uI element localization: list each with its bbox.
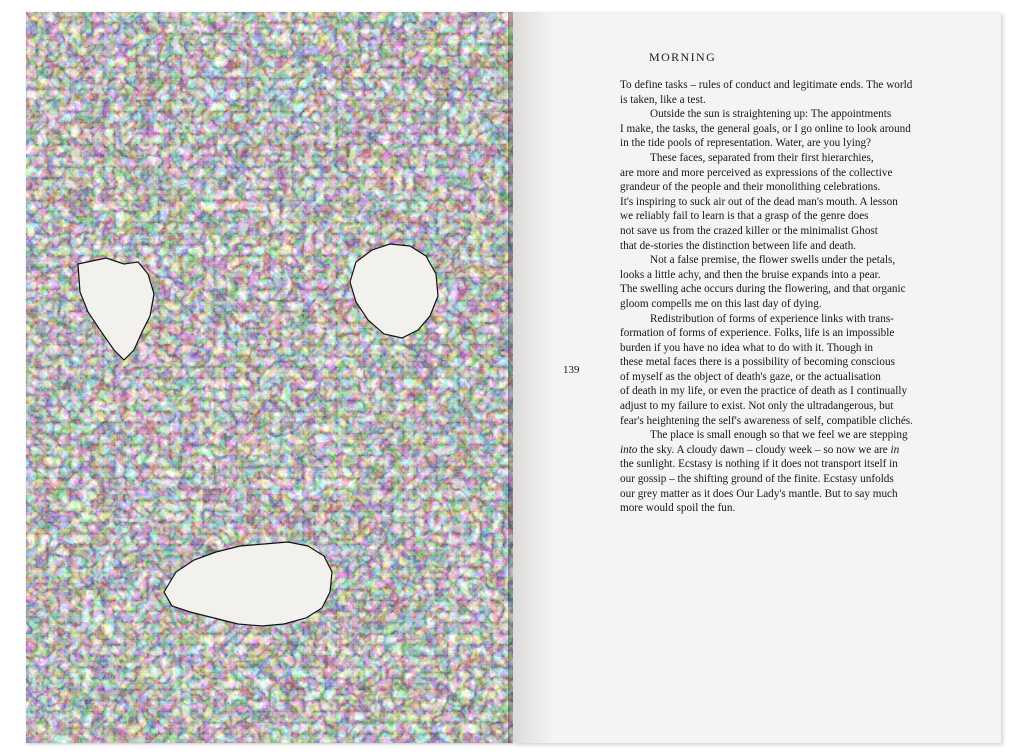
line-text: looks a little achy, and then the bruise expands into a pear.	[620, 268, 881, 281]
line-text: not save us from the crazed killer or the minimalist Ghost	[620, 224, 878, 237]
line-text: we reliably fail to learn is that a grasp of the genre does	[620, 210, 869, 223]
line-text: To define tasks – rules of conduct and legitimate ends. The world	[620, 79, 913, 91]
line-text: It's inspiring to suck air out of the dead man's mouth. A lesson	[620, 195, 898, 208]
line-text: these metal faces there is a possibility of becoming conscious	[620, 356, 895, 369]
line-text: I make, the tasks, the general goals, or I go online to look around	[620, 122, 911, 135]
text-line	[620, 239, 956, 254]
text-line	[620, 487, 956, 502]
text-line	[620, 326, 956, 341]
line-text: These faces, separated from their first hierarchies,	[650, 151, 874, 164]
line-text: fear's heightening the self's awareness of self, compatible clichés.	[620, 414, 913, 427]
text-line	[620, 136, 956, 151]
italic-text: into	[620, 443, 638, 456]
text-line	[620, 195, 956, 210]
text-line	[620, 268, 956, 283]
text-line	[620, 180, 956, 195]
text-line	[620, 370, 956, 385]
running-head: MORNING	[649, 50, 717, 64]
text-line	[620, 355, 956, 370]
text-line	[620, 282, 956, 297]
text-line	[620, 457, 956, 472]
text-line	[620, 341, 956, 356]
text-line	[620, 122, 956, 137]
text-line	[620, 107, 956, 122]
line-text: of death in my life, or even the practice of death as I continually	[620, 385, 908, 398]
text-line	[620, 472, 956, 487]
text-page	[513, 12, 1001, 743]
line-text: The place is small enough so that we feel we are stepping	[650, 429, 908, 442]
line-text: Not a false premise, the flower swells under the petals,	[650, 254, 896, 267]
text-line	[620, 443, 956, 458]
line-text: the sunlight. Ecstasy is nothing if it does not transport itself in	[620, 458, 898, 471]
line-text: Redistribution of forms of experience links with trans-	[650, 312, 894, 325]
text-line	[620, 384, 956, 399]
text-line	[620, 253, 956, 268]
text-line	[620, 399, 956, 414]
line-text: grandeur of the people and their monolithing celebrations.	[620, 181, 881, 194]
line-text: the sky. A cloudy dawn – cloudy week – so now we are	[637, 443, 891, 456]
line-text: adjust to my failure to exist. Not only the ultradangerous, but	[620, 400, 894, 413]
text-line	[620, 501, 956, 516]
foil-face-photograph	[26, 12, 513, 743]
line-text: is taken, like a test.	[620, 93, 706, 106]
line-text: burden if you have no idea what to do with it. Though in	[620, 341, 874, 354]
text-line	[620, 312, 956, 327]
line-text: formation of forms of experience. Folks, life is an impossible	[620, 327, 895, 340]
page-number: 139	[563, 364, 580, 376]
text-line	[620, 297, 956, 312]
line-text: more would spoil the fun.	[620, 502, 736, 515]
italic-text: in	[890, 443, 900, 456]
line-text: gloom compells me on this last day of dying.	[620, 297, 822, 310]
line-text: that de-stories the distinction between life and death.	[620, 239, 857, 252]
line-text: are more and more perceived as expressions of the collective	[620, 166, 893, 179]
line-text: our grey matter as it does Our Lady's mantle. But to say much	[620, 487, 898, 500]
text-line	[620, 166, 956, 181]
text-line	[620, 93, 956, 108]
text-line	[620, 428, 956, 443]
line-text: Outside the sun is straightening up: The appointments	[650, 108, 892, 121]
text-line	[620, 414, 956, 429]
line-text: The swelling ache occurs during the flowering, and that organic	[620, 283, 906, 296]
crumpled-foil-image	[26, 12, 513, 743]
line-text: in the tide pools of representation. Water, are you lying?	[620, 137, 872, 150]
line-text: of myself as the object of death's gaze, or the actualisation	[620, 370, 881, 383]
body-text	[620, 78, 956, 516]
text-line	[620, 224, 956, 239]
text-line	[620, 78, 956, 93]
text-line	[620, 209, 956, 224]
text-line	[620, 151, 956, 166]
line-text: our gossip – the shifting ground of the finite. Ecstasy unfolds	[620, 473, 894, 486]
